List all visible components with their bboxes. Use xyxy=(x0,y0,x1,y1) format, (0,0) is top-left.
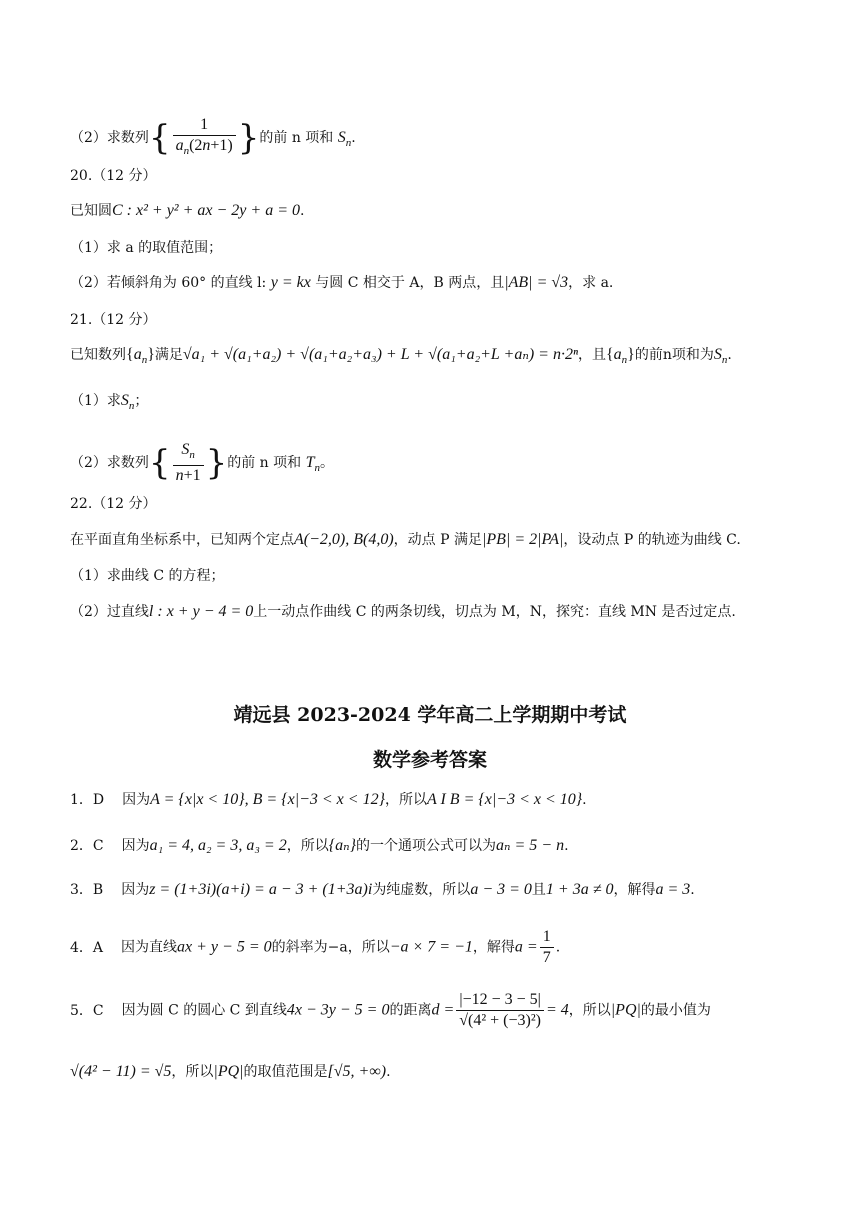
answer-1-text1: 因为 xyxy=(122,792,151,808)
q22-part2-b: 上一动点作曲线 C 的两条切线，切点为 M，N，探究：直线 MN 是否过定点. xyxy=(253,604,736,620)
q20-stem-prefix: 已知圆 xyxy=(70,203,112,219)
answer-5-expr4: |PQ| xyxy=(610,1001,641,1019)
answer-5-expr3: = 4 xyxy=(545,1001,569,1019)
q20-part2-b: 与圆 C 相交于 A，B 两点，且 xyxy=(315,275,505,291)
q22-line-equation: l : x + y − 4 = 0 xyxy=(148,603,254,620)
q19-end: . xyxy=(351,130,356,146)
answer-5-expr2: d = xyxy=(431,1001,455,1019)
answer-3-text4: ，解得 xyxy=(613,882,656,898)
q21-part1-sn: $S_n$ xyxy=(120,392,135,412)
answer-5-cont-expr3: [√5, +∞) xyxy=(327,1063,387,1080)
answer-5-cont-expr1: √(4² − 11) = √5 xyxy=(70,1063,172,1080)
q21-header: 21.（12 分） xyxy=(70,312,157,328)
answer-1-text2: ，所以 xyxy=(384,792,427,808)
q20-stem xyxy=(70,201,304,221)
answer-5-cont-expr2: |PQ| xyxy=(213,1063,244,1080)
q21-sum-expression: √a₁ + √(a₁+a₂) + √(a₁+a₂+a₃) + L + √(a₁+a₂+L +aₙ) = n·2ⁿ xyxy=(182,346,578,363)
q22-part1: （1）求曲线 C 的方程； xyxy=(70,568,225,584)
right-brace: } xyxy=(237,118,260,158)
answer-5-fraction xyxy=(456,990,544,1031)
answer-2-text3: 的一个通项公式可以为 xyxy=(355,838,496,854)
answer-5-cont-text3: . xyxy=(386,1064,391,1080)
answer-5-text4: 的最小值为 xyxy=(640,1002,711,1019)
right-brace: } xyxy=(205,443,228,483)
q21-stem: 已知数列$\{a_n\}$满足√a₁ + √(a₁+a₂) + √(a₁+a₂+a₃) + L + √(a₁+a₂+L +aₙ) = n·2ⁿ，且$\{a_n\}$的前n项和为$S_n$. xyxy=(70,346,732,366)
q20-part2-c: ，求 a. xyxy=(568,275,614,291)
answer-4-text4: . xyxy=(555,939,561,956)
answer-1-expr1: A = {x|x < 10}, B = {x|−3 < x < 12} xyxy=(150,791,385,808)
q20-part2-a: （2）若倾斜角为 60° 的直线 l: xyxy=(70,275,267,291)
q21-fraction xyxy=(173,440,204,486)
answer-4-fraction xyxy=(540,927,554,968)
answer-4 xyxy=(70,927,560,968)
q21-seq-an-2: $\{a_n\}$ xyxy=(605,346,635,366)
answer-1 xyxy=(70,790,587,810)
answer-3-text5: . xyxy=(690,882,695,898)
answer-2-text2: ，所以 xyxy=(286,838,329,854)
q21-part1-text: （1）求 xyxy=(70,393,121,409)
q21-sn: $S_n$ xyxy=(713,346,728,366)
answer-5-number: 5．C xyxy=(70,1002,104,1019)
q20-circle-equation: C : x² + y² + ax − 2y + a = 0 xyxy=(112,202,300,219)
q22-stem-c: ，设动点 P 的轨迹为曲线 C. xyxy=(563,532,741,548)
answers-subtitle: 数学参考答案 xyxy=(372,749,487,771)
q22-points: A(−2,0), B(4,0) xyxy=(294,531,394,548)
answer-3-expr3: 1 + 3a ≠ 0 xyxy=(545,881,614,898)
q19-part2-suffix: 的前 n 项和 xyxy=(259,130,334,146)
answer-4-frac-den: 7 xyxy=(542,949,551,966)
q22-part2-a: （2）过直线 xyxy=(70,604,149,620)
answer-5-frac-num: |−12 − 3 − 5| xyxy=(456,990,544,1011)
answer-4-expr2: −a × 7 = −1 xyxy=(389,938,473,956)
left-brace: { xyxy=(148,443,171,483)
answer-3-text1: 因为 xyxy=(121,882,150,898)
answer-5-expr1: 4x − 3y − 5 = 0 xyxy=(286,1001,390,1019)
q20-part2 xyxy=(70,273,613,293)
answer-4-frac-num: 1 xyxy=(540,927,554,948)
answers-title: 靖远县 2023-2024 学年高二上学期期中考试 xyxy=(233,704,627,726)
answer-5 xyxy=(70,990,711,1031)
answer-3-number: 3．B xyxy=(70,882,104,898)
q20-part1: （1）求 a 的取值范围； xyxy=(70,240,223,256)
answer-1-number: 1．D xyxy=(70,792,105,808)
answer-3 xyxy=(70,880,695,900)
answer-2-number: 2．C xyxy=(70,838,104,854)
q22-header: 22.（12 分） xyxy=(70,496,157,512)
q19-frac-den: $a_n(2n+1)$ xyxy=(175,137,233,157)
q20-header: 20.（12 分） xyxy=(70,168,157,184)
answer-4-text2: 的斜率为−a，所以 xyxy=(271,939,390,956)
q21-frac-num: $S_n$ xyxy=(173,440,204,466)
answer-4-expr3: a = xyxy=(514,938,538,956)
q20-ab-condition: |AB| = √3 xyxy=(504,274,569,291)
q19-fraction xyxy=(173,115,236,161)
answer-5-cont-text2: 的取值范围是 xyxy=(243,1064,328,1080)
left-brace: { xyxy=(148,118,171,158)
answer-3-expr4: a = 3 xyxy=(655,881,691,898)
q21-stem-prefix: 已知数列 xyxy=(70,347,126,363)
q21-part1 xyxy=(70,391,148,416)
answer-3-expr1: z = (1+3i)(a+i) = a − 3 + (1+3a)i xyxy=(149,881,373,898)
q21-part2-prefix: （2）求数列 xyxy=(70,455,149,471)
q21-tn: $T_n$ xyxy=(305,454,321,474)
q21-part2-end: 。 xyxy=(320,455,335,471)
answer-5-text2: 的距离 xyxy=(389,1002,432,1019)
answer-4-number: 4．A xyxy=(70,939,104,956)
q22-condition: |PB| = 2|PA| xyxy=(481,531,564,548)
q21-part2 xyxy=(70,440,334,486)
answer-1-text3: . xyxy=(582,792,587,808)
answer-3-expr2: a − 3 = 0 xyxy=(470,881,532,898)
q21-seq-an: $\{a_n\}$ xyxy=(126,346,155,366)
q22-part2 xyxy=(70,602,736,622)
answer-5-cont-text1: ，所以 xyxy=(171,1064,214,1080)
answer-2-expr3: aₙ = 5 − n xyxy=(495,837,565,854)
q22-stem-b: ，动点 P 满足 xyxy=(393,532,482,548)
q21-frac-den: n+1 xyxy=(175,467,201,484)
answer-4-text3: ，解得 xyxy=(472,939,515,956)
q19-frac-num: 1 xyxy=(173,115,236,136)
q21-part2-suffix: 的前 n 项和 xyxy=(227,455,302,471)
q19-sn xyxy=(337,129,352,149)
q21-part1-end: ； xyxy=(134,393,149,409)
answer-2-expr2: {aₙ} xyxy=(328,837,356,854)
answer-1-expr2: A I B = {x|−3 < x < 10} xyxy=(426,791,583,808)
q21-stem-mid: 满足 xyxy=(154,347,183,363)
answer-3-text2: 为纯虚数，所以 xyxy=(372,882,471,898)
q19-part2-prefix: （2）求数列 xyxy=(70,130,149,146)
q20-stem-end: . xyxy=(299,203,305,219)
answer-2-expr1: a₁ = 4, a₂ = 3, a₃ = 2 xyxy=(149,837,287,854)
answer-3-text3: 且 xyxy=(531,882,546,898)
answer-4-expr1: ax + y − 5 = 0 xyxy=(177,938,272,956)
answer-5-frac-den: √(4² + (−3)²) xyxy=(459,1012,541,1029)
q19-part2 xyxy=(70,115,356,161)
answer-2 xyxy=(70,836,569,856)
q22-stem-a: 在平面直角坐标系中，已知两个定点 xyxy=(70,532,294,548)
answer-5-text1: 因为圆 C 的圆心 C 到直线 xyxy=(121,1002,287,1019)
answer-2-text1: 因为 xyxy=(121,838,150,854)
q19-n-sub: n xyxy=(345,137,352,149)
q21-stem-tail2: 的前n项和为 xyxy=(634,347,714,363)
answer-5-continuation xyxy=(70,1062,391,1082)
answer-5-text3: ，所以 xyxy=(568,1002,611,1019)
answer-2-text4: . xyxy=(564,838,569,854)
q20-line-equation: y = kx xyxy=(270,274,311,291)
q21-stem-tail: ，且 xyxy=(577,347,606,363)
answer-4-text1: 因为直线 xyxy=(121,939,178,956)
q19-s-symbol: S xyxy=(337,129,346,146)
q22-stem xyxy=(70,530,741,550)
